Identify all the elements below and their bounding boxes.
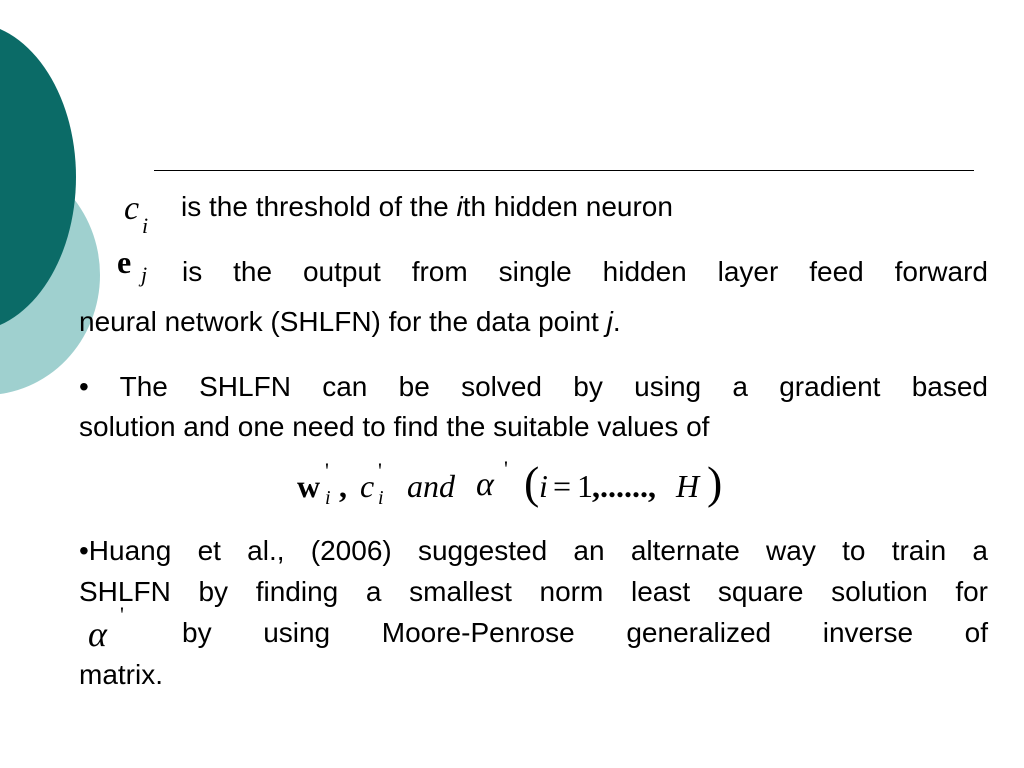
symbol-e: e <box>117 244 132 280</box>
threshold-suffix: th hidden neuron <box>462 191 673 222</box>
eq-sub-1: i <box>325 487 331 509</box>
bullet2-line-4: matrix. <box>79 659 163 690</box>
eq-prime-3: ' <box>504 456 508 481</box>
eq-comma-1: , <box>339 468 347 504</box>
threshold-index: i <box>456 191 463 222</box>
symbol-c: c <box>124 190 140 227</box>
bullet2-line-2: SHLFN by finding a smallest norm least square solution for <box>79 576 988 607</box>
eq-and: and <box>407 468 455 504</box>
symbol-c-subscript: i <box>142 213 149 238</box>
eq-i: i <box>539 468 548 504</box>
eq-H: H <box>676 468 700 504</box>
bullet2-alpha-prime: ' <box>120 602 124 627</box>
output-line-2-period: . <box>612 306 621 337</box>
threshold-line <box>181 193 673 221</box>
eq-sub-2: i <box>378 487 384 509</box>
eq-prime-2: ' <box>378 458 382 483</box>
bullet1-line-2: solution and one need to find the suitable values of <box>79 411 710 442</box>
output-line-1: is the output from single hidden layer feed forward <box>182 256 988 287</box>
bullet2-alpha: α <box>88 614 107 654</box>
eq-alpha: α <box>476 466 494 503</box>
eq-w: w <box>297 468 321 504</box>
bullet1-line-1: • The SHLFN can be solved by using a gradient based <box>79 371 988 402</box>
eq-equals: = <box>553 468 572 504</box>
eq-prime-1: ' <box>325 458 329 483</box>
symbol-e-subscript: j <box>141 262 148 287</box>
bullet2-line-3: by using Moore-Penrose generalized inverse of <box>182 617 988 648</box>
eq-one: 1 <box>577 468 593 504</box>
horizontal-rule <box>154 170 974 171</box>
output-line-2 <box>79 308 621 336</box>
eq-c: c <box>360 468 375 504</box>
bullet2-line-1: •Huang et al., (2006) suggested an alternate way to train a <box>79 535 988 566</box>
threshold-text: is the threshold of the <box>181 191 457 222</box>
eq-dots: ,......, <box>592 468 656 504</box>
output-line-2-text: neural network (SHLFN) for the data point <box>79 306 607 337</box>
eq-left-paren: ( <box>524 457 540 508</box>
data-point-index: j <box>606 306 613 337</box>
eq-right-paren: ) <box>707 457 723 508</box>
